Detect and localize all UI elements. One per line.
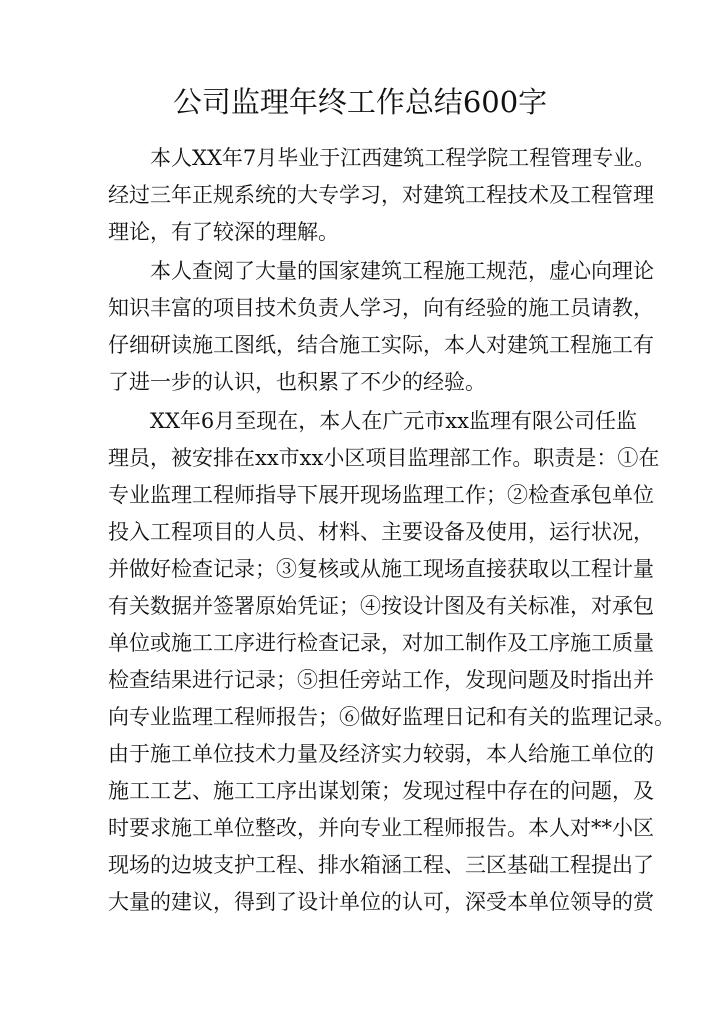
paragraph-2-line-4: 了进一步的认识，也积累了不少的经验。 xyxy=(108,370,486,394)
paragraph-2-line-3: 仔细研读施工图纸，结合施工实际，本人对建筑工程施工有 xyxy=(108,333,654,357)
paragraph-1-line-2: 经过三年正规系统的大专学习，对建筑工程技术及工程管理 xyxy=(108,183,654,207)
paragraph-1-line-3: 理论，有了较深的理解。 xyxy=(108,220,339,244)
paragraph-2-line-2: 知识丰富的项目技术负责人学习，向有经验的施工员请教， xyxy=(108,296,654,320)
paragraph-3-line-12: 时要求施工单位整改，并向专业工程师报告。本人对**小区 xyxy=(108,816,654,840)
paragraph-3-line-7: 单位或施工工序进行检查记录，对加工制作及工序施工质量 xyxy=(108,631,654,655)
paragraph-3-line-3: 专业监理工程师指导下展开现场监理工作；②检查承包单位 xyxy=(108,483,654,507)
paragraph-3-line-8: 检查结果进行记录；⑤担任旁站工作，发现问题及时指出并 xyxy=(108,668,654,692)
paragraph-3-line-9: 向专业监理工程师报告；⑥做好监理日记和有关的监理记录。 xyxy=(108,705,675,729)
paragraph-3-line-13: 现场的边坡支护工程、排水箱涵工程、三区基础工程提出了 xyxy=(108,853,654,877)
paragraph-1-line-1: 本人XX年7月毕业于江西建筑工程学院工程管理专业。 xyxy=(150,146,656,170)
paragraph-3-line-4: 投入工程项目的人员、材料、主要设备及使用，运行状况， xyxy=(108,520,654,544)
paragraph-3-line-1: XX年6月至现在，本人在广元市xx监理有限公司任监 xyxy=(150,409,637,433)
paragraph-3-line-10: 由于施工单位技术力量及经济实力较弱，本人给施工单位的 xyxy=(108,742,654,766)
paragraph-3-line-11: 施工工艺、施工工序出谋划策；发现过程中存在的问题，及 xyxy=(108,779,654,803)
paragraph-2-line-1: 本人查阅了大量的国家建筑工程施工规范，虚心向理论 xyxy=(150,259,654,283)
paragraph-3-line-6: 有关数据并签署原始凭证；④按设计图及有关标准，对承包 xyxy=(108,594,654,618)
paragraph-3-line-14: 大量的建议，得到了设计单位的认可，深受本单位领导的赏 xyxy=(108,890,654,914)
paragraph-3-line-2: 理员，被安排在xx市xx小区项目监理部工作。职责是：①在 xyxy=(108,446,660,470)
document-title: 公司监理年终工作总结600字 xyxy=(172,85,548,119)
paragraph-3-line-5: 并做好检查记录；③复核或从施工现场直接获取以工程计量 xyxy=(108,557,654,581)
